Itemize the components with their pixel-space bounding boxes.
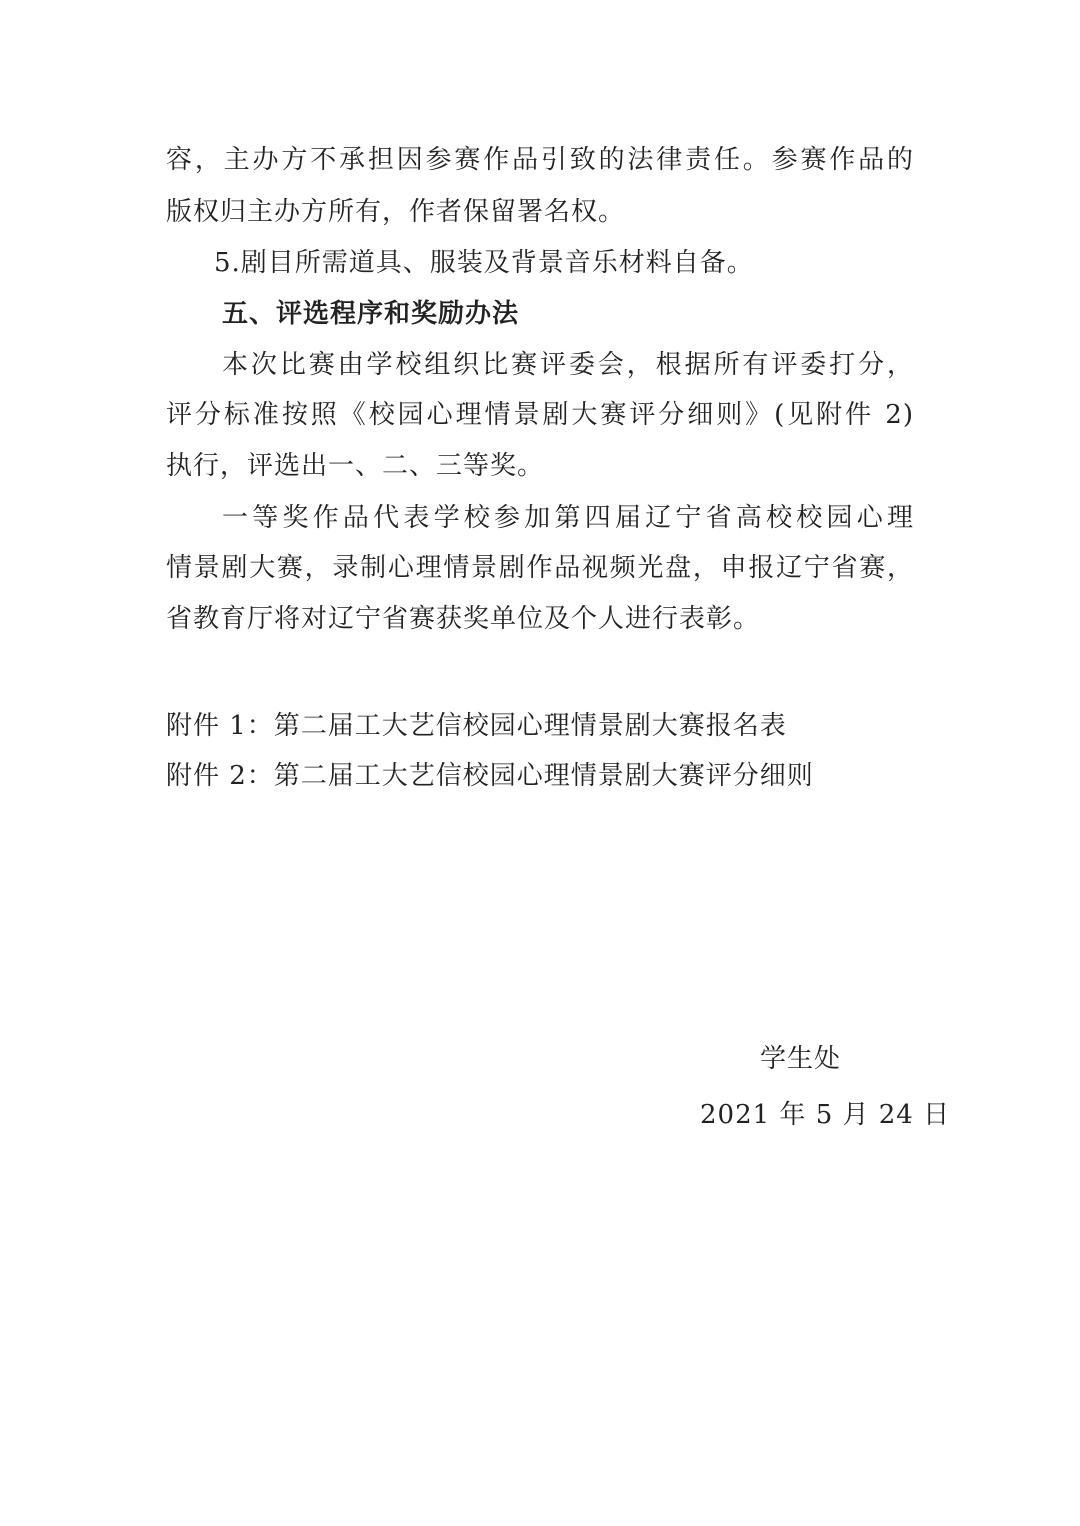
list-item-5: 5.剧目所需道具、服装及背景音乐材料自备。 (214, 248, 754, 278)
paragraph-line: 容，主办方不承担因参赛作品引致的法律责任。参赛作品的 (166, 145, 914, 175)
paragraph-line: 一等奖作品代表学校参加第四届辽宁省高校校园心理 (222, 503, 914, 533)
section-heading: 五、评选程序和奖励办法 (222, 299, 520, 329)
attachment-item: 附件 1：第二届工大艺信校园心理情景剧大赛报名表 (166, 711, 787, 741)
attachment-item: 附件 2：第二届工大艺信校园心理情景剧大赛评分细则 (166, 761, 814, 791)
paragraph-line: 本次比赛由学校组织比赛评委会，根据所有评委打分， (222, 350, 914, 380)
paragraph-line: 省教育厅将对辽宁省赛获奖单位及个人进行表彰。 (166, 604, 761, 634)
signature-date: 2021 年 5 月 24 日 (700, 1100, 951, 1130)
paragraph-line: 情景剧大赛，录制心理情景剧作品视频光盘，申报辽宁省赛， (166, 553, 914, 583)
paragraph-line: 执行，评选出一、二、三等奖。 (166, 451, 545, 481)
paragraph-line: 评分标准按照《校园心理情景剧大赛评分细则》(见附件 2) (166, 400, 914, 430)
paragraph-line: 版权归主办方所有，作者保留署名权。 (166, 197, 626, 227)
signature-office: 学生处 (760, 1044, 842, 1074)
